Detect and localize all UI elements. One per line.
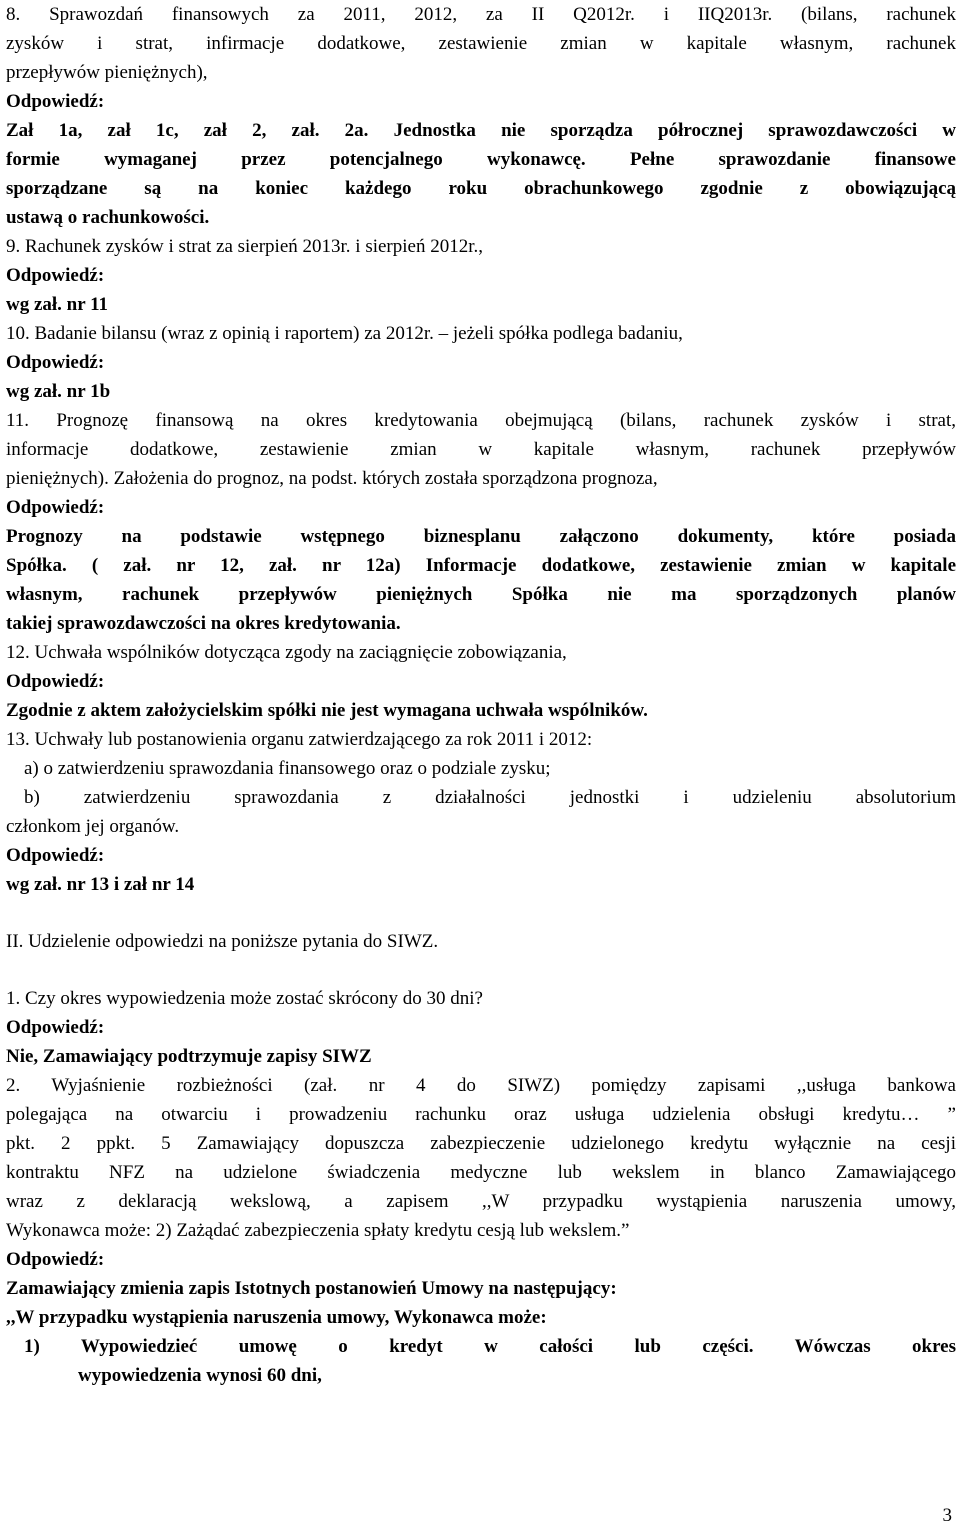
document-page xyxy=(6,0,956,1529)
answer-8-line-2: formie wymaganej przez potencjalnego wykonawcę. Pełne sprawozdanie finansowe xyxy=(6,149,956,170)
siwz-answer-2-item-1-cont: wypowiedzenia wynosi 60 dni, xyxy=(78,1365,322,1386)
siwz-answer-2-line-2: ,,W przypadku wystąpienia naruszenia umowy, Wykonawca może: xyxy=(6,1307,547,1328)
q13-item-b-cont: członkom jej organów. xyxy=(6,816,180,837)
siwz-answer-2-item-1: 1) Wypowiedzieć umowę o kredyt w całości lub części. Wówczas okres xyxy=(24,1336,956,1357)
section-ii-heading: II. Udzielenie odpowiedzi na poniższe pytania do SIWZ. xyxy=(6,931,439,952)
siwz-q2-line-5: wraz z deklaracją wekslową, a zapisem ,,W przypadku wystąpienia naruszenia umowy, xyxy=(6,1191,956,1212)
answer-8-line-3: sporządzane są na koniec każdego roku obrachunkowego zgodnie z obowiązującą xyxy=(6,178,956,199)
q8-line-2: zysków i strat, infirmacje dodatkowe, zestawienie zmian w kapitale własnym, rachunek xyxy=(6,33,956,54)
answer-label: Odpowiedź: xyxy=(6,497,105,518)
answer-label: Odpowiedź: xyxy=(6,1249,105,1270)
q11-line-2: informacje dodatkowe, zestawienie zmian w kapitale własnym, rachunek przepływów xyxy=(6,439,956,460)
answer-11-line-3: własnym, rachunek przepływów pieniężnych Spółka nie ma sporządzonych planów xyxy=(6,584,956,605)
answer-11-line-2: Spółka. ( zał. nr 12, zał. nr 12a) Informacje dodatkowe, zestawienie zmian w kapitale xyxy=(6,555,956,576)
answer-label: Odpowiedź: xyxy=(6,671,105,692)
q8-line-3: przepływów pieniężnych), xyxy=(6,62,208,83)
q11-line-3: pieniężnych). Założenia do prognoz, na podst. których została sporządzona prognoza, xyxy=(6,468,658,489)
q9-line: 9. Rachunek zysków i strat za sierpień 2013r. i sierpień 2012r., xyxy=(6,236,484,257)
q8-line-1: 8. Sprawozdań finansowych za 2011, 2012, za II Q2012r. i IIQ2013r. (bilans, rachunek xyxy=(6,4,956,25)
q10-line: 10. Badanie bilansu (wraz z opinią i raportem) za 2012r. – jeżeli spółka podlega badaniu, xyxy=(6,323,683,344)
answer-label: Odpowiedź: xyxy=(6,1017,105,1038)
siwz-q1: 1. Czy okres wypowiedzenia może zostać skrócony do 30 dni? xyxy=(6,988,483,1009)
siwz-answer-1: Nie, Zamawiający podtrzymuje zapisy SIWZ xyxy=(6,1046,372,1067)
siwz-q2-line-3: pkt. 2 ppkt. 5 Zamawiający dopuszcza zabezpieczenie udzielonego kredytu wyłącznie na cesji xyxy=(6,1133,956,1154)
answer-8-line-1: Zał 1a, zał 1c, zał 2, zał. 2a. Jednostka nie sporządza półrocznej sprawozdawczości w xyxy=(6,120,956,141)
answer-label: Odpowiedź: xyxy=(6,91,105,112)
answer-11-line-1: Prognozy na podstawie wstępnego biznesplanu załączono dokumenty, które posiada xyxy=(6,526,956,547)
answer-11-line-4: takiej sprawozdawczości na okres kredytowania. xyxy=(6,613,401,634)
q13-item-b: b) zatwierdzeniu sprawozdania z działalności jednostki i udzieleniu absolutorium xyxy=(24,787,956,808)
siwz-q2-line-4: kontraktu NFZ na udzielone świadczenia medyczne lub wekslem in blanco Zamawiającego xyxy=(6,1162,956,1183)
answer-10: wg zał. nr 1b xyxy=(6,381,111,402)
answer-8-line-4: ustawą o rachunkowości. xyxy=(6,207,210,228)
answer-12: Zgodnie z aktem założycielskim spółki nie jest wymagana uchwała wspólników. xyxy=(6,700,648,721)
answer-label: Odpowiedź: xyxy=(6,265,105,286)
q12-line: 12. Uchwała wspólników dotycząca zgody na zaciągnięcie zobowiązania, xyxy=(6,642,567,663)
answer-9: wg zał. nr 11 xyxy=(6,294,109,315)
answer-label: Odpowiedź: xyxy=(6,845,105,866)
page-number: 3 xyxy=(942,1505,952,1526)
q11-line-1: 11. Prognozę finansową na okres kredytowania obejmującą (bilans, rachunek zysków i strat, xyxy=(6,410,956,431)
answer-13: wg zał. nr 13 i zał nr 14 xyxy=(6,874,195,895)
q13-item-a: a) o zatwierdzeniu sprawozdania finansowego oraz o podziale zysku; xyxy=(24,758,551,779)
siwz-q2-line-1: 2. Wyjaśnienie rozbieżności (zał. nr 4 do SIWZ) pomiędzy zapisami ,,usługa bankowa xyxy=(6,1075,956,1096)
siwz-q2-line-6: Wykonawca może: 2) Zażądać zabezpieczenia spłaty kredytu cesją lub wekslem.” xyxy=(6,1220,630,1241)
siwz-answer-2-line-1: Zamawiający zmienia zapis Istotnych postanowień Umowy na następujący: xyxy=(6,1278,617,1299)
siwz-q2-line-2: polegająca na otwarciu i prowadzeniu rachunku oraz usługa udzielenia obsługi kredytu… ” xyxy=(6,1104,956,1125)
q13-line: 13. Uchwały lub postanowienia organu zatwierdzającego za rok 2011 i 2012: xyxy=(6,729,593,750)
answer-label: Odpowiedź: xyxy=(6,352,105,373)
